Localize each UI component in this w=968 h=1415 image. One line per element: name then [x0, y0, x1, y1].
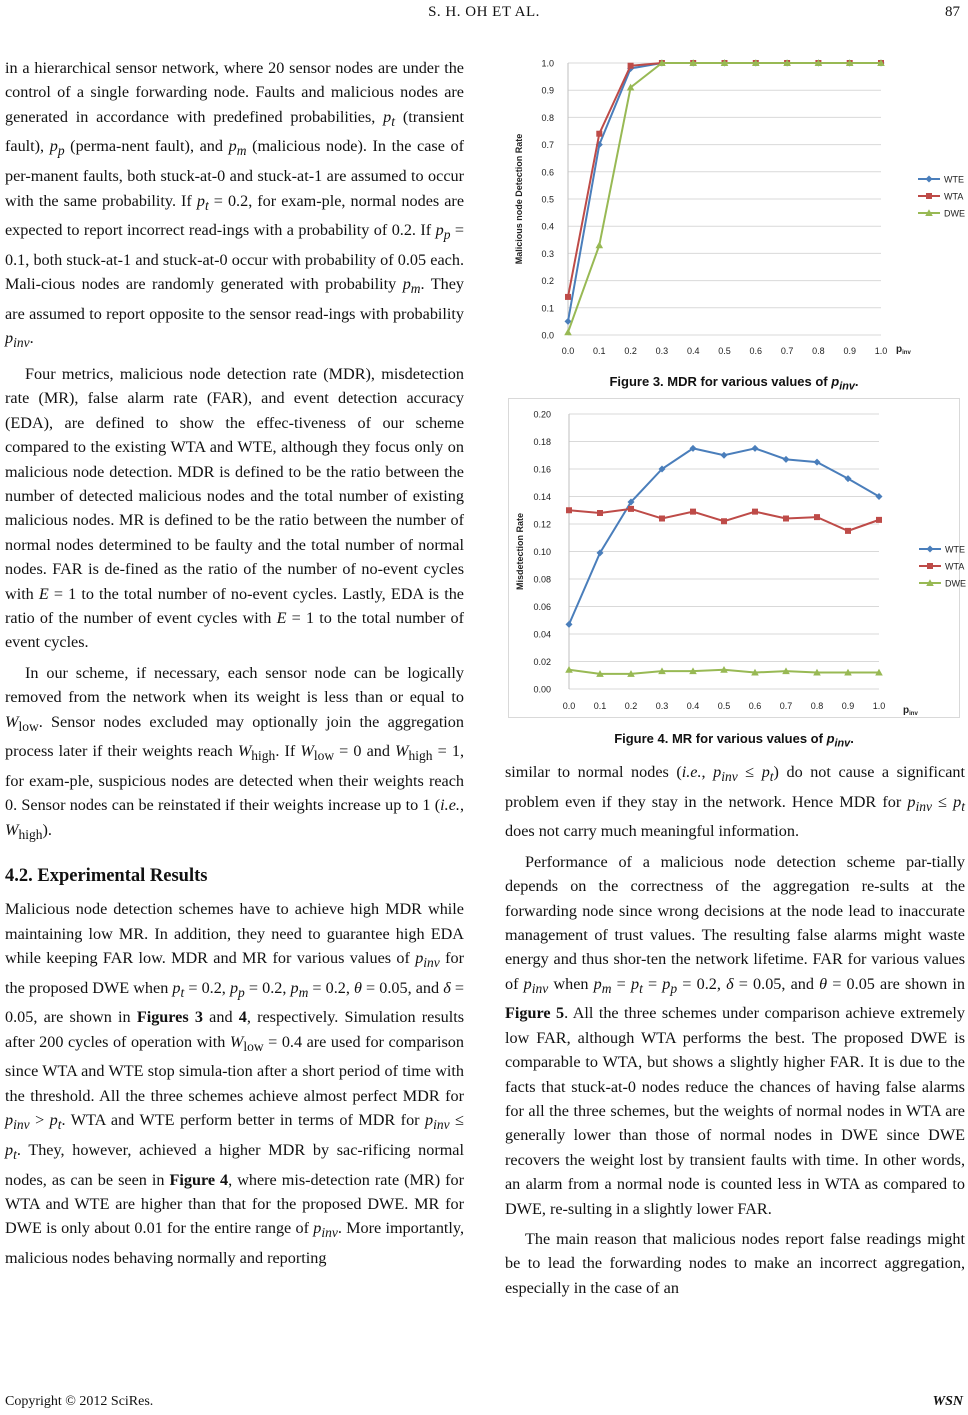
- legend-entry: DWE: [945, 578, 966, 589]
- data-point-dwe: [596, 241, 604, 248]
- x-tick-label: 0.7: [779, 701, 793, 711]
- data-point-wta: [690, 509, 696, 515]
- legend-entry: WTE: [944, 174, 964, 185]
- paragraph: in a hierarchical sensor network, where 20 sensor nodes are under the control of a single forwarding node. Faults and malicious nodes are generated in accordance with predefined probabilities, $p_t$ (transient fault), $p_p$ (perma-nent fault), and $p_m$ (malicious node). In the case of per-manent faults, both stuck-at-0 and stuck-at-1 are assumed to occur with the same probability. If $p_t = 0.2$, for exam-ple, normal nodes are expected to report incorrect read-ings with a probability of 0.2. If $p_p = 0.1$, both stuck-at-1 and stuck-at-0 occur with probability of 0.05 each. Mali-cious nodes are randomly generated with probability $p_m$. They are assumed to report opposite to the sensor read-ings with probability $p_{inv}$.: [5, 59, 465, 351]
- data-point-wte: [566, 621, 573, 628]
- x-tick-label: 0.1: [593, 701, 607, 711]
- y-tick-label: 0.00: [533, 684, 551, 695]
- data-point-dwe: [564, 328, 572, 335]
- paragraph: Performance of a malicious node detection scheme par-tially depends on the correctness of the aggregation re-sults at the forwarding node since wrong decisions at the node lead to inaccurate management of trust values. The resulting false alarms might waste energy and thus shor-ten the network lifetime. FAR for various values of $p_{inv}$ when $p_m = p_t = p_p = 0.2$, δ = 0.05, and θ = 0.05 are shown in Figure 5. All the three schemes under comparison achieve extremely low FAR, although WTA performs the best. The proposed DWE is comparable to WTA, but shows a slightly higher FAR. It is due to the facts that stuck-at-0 nodes reduce the chances of having false alarms for all the three schemes, but the weights of normal nodes in WTA are generally lower than those of normal nodes in DWE since DWE recovers the weight lost by transient faults with time. In other words, an alarm from a normal node is counted less in WTA as compared to DWE, re-sulting in a slightly lower FAR.: [505, 852, 966, 1218]
- paragraph: Malicious node detection schemes have to achieve high MDR while maintaining low MR. In addition, they need to guarantee high EDA while keeping FAR low. MDR and MR for various values of $p_{inv}$ for the proposed DWE when $p_t = 0.2$, $p_p = 0.2$, $p_m = 0.2$, θ = 0.05, and δ = 0.05, are shown in Figures 3 and 4, respectively. Simulation results after 200 cycles of operation with $W_{low} = 0.4$ are used for comparison since WTA and WTE stop simula-tion after a short period of time with the threshold. All the three schemes achieve almost perfect MDR for $p_{inv} > p_t$. WTA and WTE perform better in terms of MDR for $p_{inv} \le p_t$. They, however, achieved a higher MDR by sac-rificing normal nodes, as can be seen in Figure 4, where mis-detection rate (MR) for WTA and WTE are higher than that for the proposed DWE. MR for DWE is only about 0.01 for the entire range of $p_{inv}$. More importantly, malicious nodes behaving normally and reporting: [5, 900, 465, 1267]
- data-point-wta: [597, 510, 603, 516]
- x-tick-label: 0.4: [686, 346, 700, 356]
- paragraph: The main reason that malicious nodes report false readings might be to lead the forwarding nodes to make an incorrect aggregation, especially in the case of an: [505, 1230, 965, 1297]
- running-title: S. H. OH ET AL.: [428, 4, 540, 20]
- legend-marker: [927, 546, 934, 553]
- legend-entry: DWE: [944, 208, 965, 219]
- y-tick-label: 0.1: [541, 303, 554, 314]
- journal-abbrev: WSN: [932, 1394, 963, 1409]
- data-point-wte: [752, 445, 759, 452]
- x-tick-label: 0.9: [841, 701, 855, 711]
- x-tick-label: 0.6: [749, 346, 763, 356]
- series-line-dwe: [568, 63, 881, 332]
- y-tick-label: 0.12: [533, 519, 551, 530]
- y-tick-label: 0.10: [533, 547, 551, 557]
- y-tick-label: 0.04: [533, 629, 551, 640]
- x-tick-label: 0.5: [718, 346, 731, 356]
- x-tick-label: 0.8: [810, 701, 824, 711]
- data-point-wte: [783, 456, 790, 463]
- page-number: 87: [945, 4, 960, 20]
- figure-3-caption: Figure 3. MDR for various values of $p_{inv}$.: [609, 374, 859, 393]
- legend-marker: [926, 176, 933, 183]
- x-tick-label: 0.4: [686, 701, 700, 711]
- data-point-wta: [721, 518, 727, 524]
- y-tick-label: 0.8: [541, 112, 554, 123]
- x-tick-label: 0.8: [812, 346, 825, 356]
- y-tick-label: 0.4: [541, 221, 554, 232]
- y-tick-label: 0.5: [541, 194, 554, 205]
- copyright-notice: Copyright © 2012 SciRes.: [5, 1394, 154, 1409]
- paragraph: In our scheme, if necessary, each sensor node can be logically removed from the network when its weight is less than or equal to $W_{low}$. Sensor nodes excluded may optionally join the aggregation process later if their weights reach $W_{high}$. If $W_{low} = 0$ and $W_{high} = 1$, for exam-ple, suspicious nodes are detected when their weights reach 0. Sensor nodes can be reinstated if their weights increase up to 1 (i.e., $W_{high}$).: [5, 663, 464, 842]
- section-heading: 4.2. Experimental Results: [5, 866, 208, 887]
- x-tick-label: 0.3: [655, 346, 669, 356]
- y-tick-label: 0.14: [533, 492, 551, 502]
- data-point-wta: [596, 131, 602, 137]
- data-point-wta: [752, 509, 758, 515]
- y-tick-label: 0.16: [533, 464, 551, 475]
- data-point-wta: [814, 514, 820, 520]
- legend-entry: WTE: [945, 544, 965, 555]
- chart-plot: [514, 59, 965, 357]
- y-tick-label: 0.06: [533, 602, 551, 612]
- x-tick-label: 0.2: [624, 346, 637, 356]
- x-tick-label: 0.5: [717, 701, 731, 711]
- y-tick-label: 0.6: [541, 167, 554, 178]
- x-axis-label: $p_{inv}$: [896, 344, 911, 356]
- paragraph: Four metrics, malicious node detection rate (MDR), misdetection rate (MR), false alarm rate (FAR), and event detection accuracy (EDA), are defined to show the effec-tiveness of our scheme compared to the existing WTA and WTE, although they focus only on malicious node detection. MDR is defined to be the ratio between the number of detected malicious nodes and the total number of existing malicious nodes. MR is defined to be the ratio between the number of normal nodes determined to be faulty and the total number of normal nodes. FAR is de-fined as the ratio of the number of no-event cycles with E = 1 to the total number of no-event cycles. Lastly, EDA is the ratio of the number of event cycles with E = 1 to the total number of event cycles.: [5, 364, 464, 652]
- x-tick-label: 1.0: [874, 346, 888, 356]
- y-tick-label: 0.20: [533, 409, 551, 420]
- page-header: [0, 4, 968, 24]
- chart-plot: [515, 410, 966, 718]
- series-line-wte: [569, 448, 879, 624]
- x-tick-label: 0.0: [561, 346, 575, 356]
- y-tick-label: 0.3: [541, 248, 554, 259]
- series-line-wta: [568, 63, 881, 297]
- y-tick-label: 0.2: [541, 276, 554, 287]
- data-point-wta: [628, 506, 634, 512]
- x-tick-label: 0.0: [562, 701, 576, 711]
- y-tick-label: 0.08: [533, 574, 551, 585]
- x-tick-label: 0.7: [780, 346, 794, 356]
- data-point-wte: [814, 459, 821, 466]
- data-point-wta: [845, 528, 851, 534]
- figure-3-chart: [508, 48, 965, 360]
- x-tick-label: 1.0: [872, 701, 886, 711]
- y-tick-label: 0.0: [541, 330, 554, 341]
- x-tick-label: 0.1: [593, 346, 606, 356]
- legend-entry: WTA: [944, 191, 964, 202]
- data-point-wta: [628, 63, 634, 69]
- data-point-wta: [783, 516, 789, 522]
- legend-entry: WTA: [945, 561, 965, 572]
- x-tick-label: 0.6: [748, 701, 762, 711]
- x-axis-label: $p_{inv}$: [903, 705, 918, 717]
- legend-marker: [926, 193, 932, 199]
- y-tick-label: 0.18: [533, 437, 551, 447]
- paragraph: similar to normal nodes (i.e., $p_{inv} \le p_t$) do not cause a significant problem even if they stay in the network. Hence MDR for $p_{inv} \le p_t$ does not carry much meaningful information.: [505, 763, 965, 841]
- y-axis-label: Misdetection Rate: [515, 512, 525, 591]
- data-point-wta: [876, 517, 882, 523]
- right-column: [505, 760, 965, 1300]
- data-point-wta: [659, 516, 665, 522]
- legend-marker: [927, 563, 933, 569]
- y-tick-label: 1.0: [541, 58, 554, 69]
- y-tick-label: 0.7: [541, 140, 554, 151]
- figure-4-caption: Figure 4. MR for various values of $p_{inv}$.: [614, 731, 854, 750]
- y-tick-label: 0.02: [533, 657, 551, 667]
- y-axis-label: Malicious node Detection Rate: [514, 133, 524, 265]
- data-point-wte: [721, 452, 728, 459]
- x-tick-label: 0.9: [843, 346, 856, 356]
- data-point-wta: [566, 507, 572, 513]
- left-column: [5, 56, 464, 1270]
- figure-4-chart: [508, 398, 966, 718]
- x-tick-label: 0.2: [624, 701, 638, 711]
- x-tick-label: 0.3: [655, 701, 669, 711]
- y-tick-label: 0.9: [541, 85, 554, 96]
- data-point-wta: [565, 294, 571, 300]
